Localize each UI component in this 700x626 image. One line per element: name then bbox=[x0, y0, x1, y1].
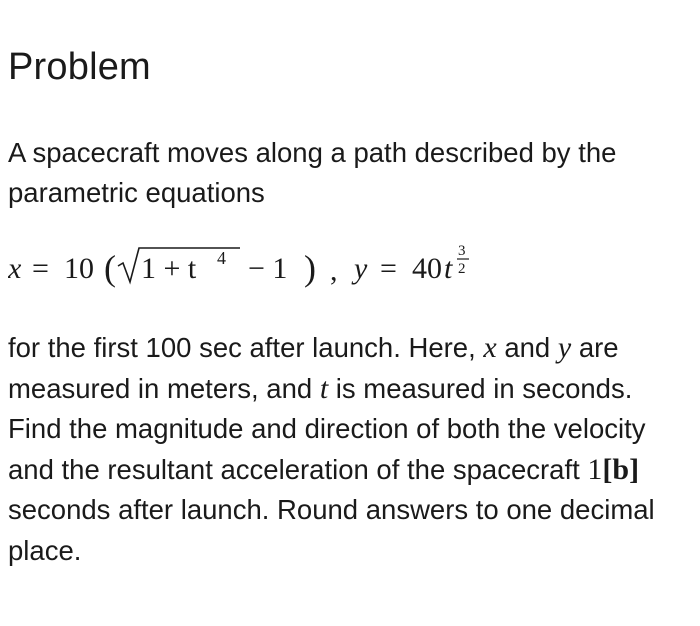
eq-exp-numerator: 3 bbox=[458, 243, 466, 259]
param-open: [ bbox=[602, 452, 613, 486]
problem-body bbox=[8, 328, 688, 572]
eq-y: y bbox=[354, 252, 368, 285]
eq-minus-one: − 1 bbox=[248, 252, 288, 285]
parametric-equations bbox=[8, 236, 528, 296]
eq-y-coef: 40 bbox=[412, 252, 442, 285]
eq-separator: , bbox=[330, 254, 338, 287]
param-num: 1 bbox=[587, 452, 603, 486]
problem-intro: A spacecraft moves along a path described by the parametric equations bbox=[8, 137, 617, 208]
body-seg-2: and bbox=[496, 332, 558, 363]
var-y: y bbox=[557, 331, 572, 364]
eq-x: x bbox=[8, 252, 22, 285]
body-seg-3: are measured in meters, and bbox=[8, 332, 619, 404]
eq-coef-10: 10 bbox=[64, 252, 94, 285]
eq-equals-2: = bbox=[380, 252, 397, 285]
body-seg-1: for the first 100 sec after launch. Here, bbox=[8, 332, 484, 363]
eq-radicand: 1 + t bbox=[141, 252, 197, 285]
body-seg-4: is measured in seconds. Find the magnitude and direction of both the velocity and the resultant acceleration of the spacecraft bbox=[8, 372, 646, 485]
eq-equals-1: = bbox=[32, 252, 49, 285]
var-t: t bbox=[319, 371, 329, 405]
eq-right-paren: ) bbox=[304, 248, 316, 288]
eq-radicand-exp: 4 bbox=[217, 248, 226, 268]
equation-svg bbox=[8, 236, 528, 296]
body-seg-5: seconds after launch. Round answers to one decimal place. bbox=[8, 494, 655, 566]
eq-exp-denominator: 2 bbox=[458, 261, 466, 277]
var-x: x bbox=[483, 331, 497, 364]
param-close: ] bbox=[629, 452, 640, 486]
eq-left-paren: ( bbox=[104, 248, 116, 288]
param-placeholder bbox=[587, 453, 639, 486]
eq-t: t bbox=[444, 252, 453, 285]
param-b: b bbox=[612, 452, 630, 486]
page-title: Problem bbox=[8, 46, 151, 88]
